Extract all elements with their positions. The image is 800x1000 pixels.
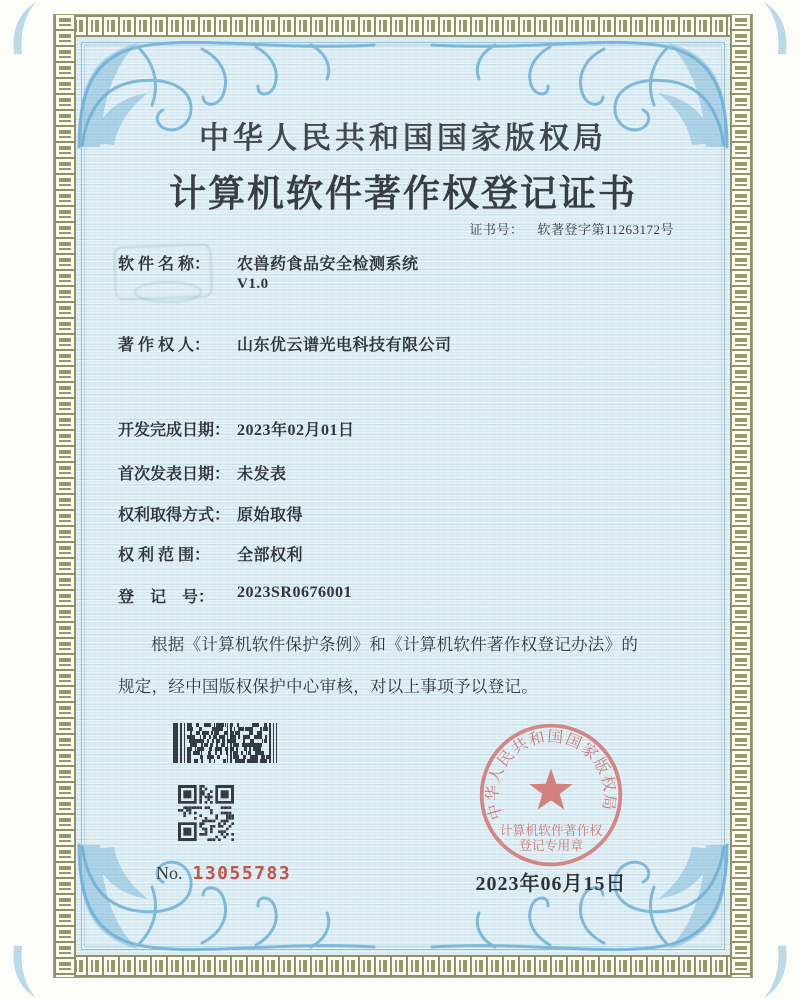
- field-label: 著 作 权 人：: [118, 337, 211, 354]
- margin-curl-icon: [10, 944, 40, 1000]
- star-icon: [529, 768, 572, 809]
- field-value: 原始取得: [237, 507, 304, 524]
- certificate-number-label: 证书号：: [469, 222, 524, 237]
- field-value: 2023年02月01日: [237, 422, 355, 439]
- seal-ring-text: 中华人民共和国国家版权局: [484, 728, 618, 822]
- serial-number: [156, 863, 291, 884]
- field-software-name: [118, 251, 714, 292]
- statement-line-2: 规定，经中国版权保护中心审核，对以上事项予以登记。: [118, 677, 538, 696]
- issuing-authority: 中华人民共和国国家版权局: [199, 122, 607, 155]
- field-label: 权利取得方式：: [118, 507, 231, 524]
- margin-curl-icon: [10, 0, 40, 56]
- field-registration-number: [118, 584, 714, 608]
- seal-line-2: 登记专用章: [518, 839, 584, 854]
- official-red-seal: [475, 719, 627, 871]
- field-rights-scope: [118, 542, 714, 566]
- field-first-publish-date: [118, 461, 714, 485]
- margin-curl-icon: [760, 944, 790, 1000]
- greek-key-border-bottom: [54, 955, 752, 977]
- serial-prefix: No.: [156, 863, 183, 883]
- field-label: 权 利 范 围：: [118, 547, 211, 564]
- field-copyright-owner: [118, 332, 714, 356]
- certificate-body: [76, 37, 730, 955]
- greek-key-border-right: [730, 15, 752, 977]
- field-value: 未发表: [237, 466, 287, 483]
- field-rights-acquisition: [118, 502, 714, 526]
- statement-line-1: 根据《计算机软件保护条例》和《计算机软件著作权登记办法》的: [151, 635, 639, 654]
- certificate-frame: [53, 14, 753, 978]
- field-label: 首次发表日期：: [118, 466, 231, 483]
- greek-key-border-top: [54, 15, 752, 37]
- issue-date: 2023年06月15日: [475, 873, 627, 895]
- seal-line-1: 计算机软件著作权: [499, 823, 603, 838]
- field-label: 开发完成日期：: [118, 422, 231, 439]
- certificate-title: 计算机软件著作权登记证书: [169, 174, 637, 215]
- floral-corner-ornament: [76, 843, 376, 955]
- embossed-stamp-ghost-oval: [134, 281, 202, 303]
- margin-curl-icon: [760, 0, 790, 56]
- field-value: 全部权利: [237, 547, 304, 564]
- certificate-number: [469, 219, 674, 238]
- greek-key-border-left: [54, 15, 76, 977]
- field-value: 农兽药食品安全检测系统: [237, 256, 419, 273]
- barcode-2d-icon: [173, 723, 277, 763]
- qr-code-icon: [178, 785, 234, 841]
- field-dev-complete-date: [118, 417, 714, 441]
- serial-digits: 13055783: [192, 863, 292, 884]
- field-value-version: V1.0: [237, 276, 269, 292]
- certificate-number-value: 软著登字第11263172号: [537, 222, 674, 237]
- field-value: 山东优云谱光电科技有限公司: [237, 337, 452, 354]
- field-label: 软 件 名 称：: [118, 256, 211, 273]
- field-label: 登 记 号：: [118, 589, 215, 606]
- field-value: 2023SR0676001: [237, 584, 352, 601]
